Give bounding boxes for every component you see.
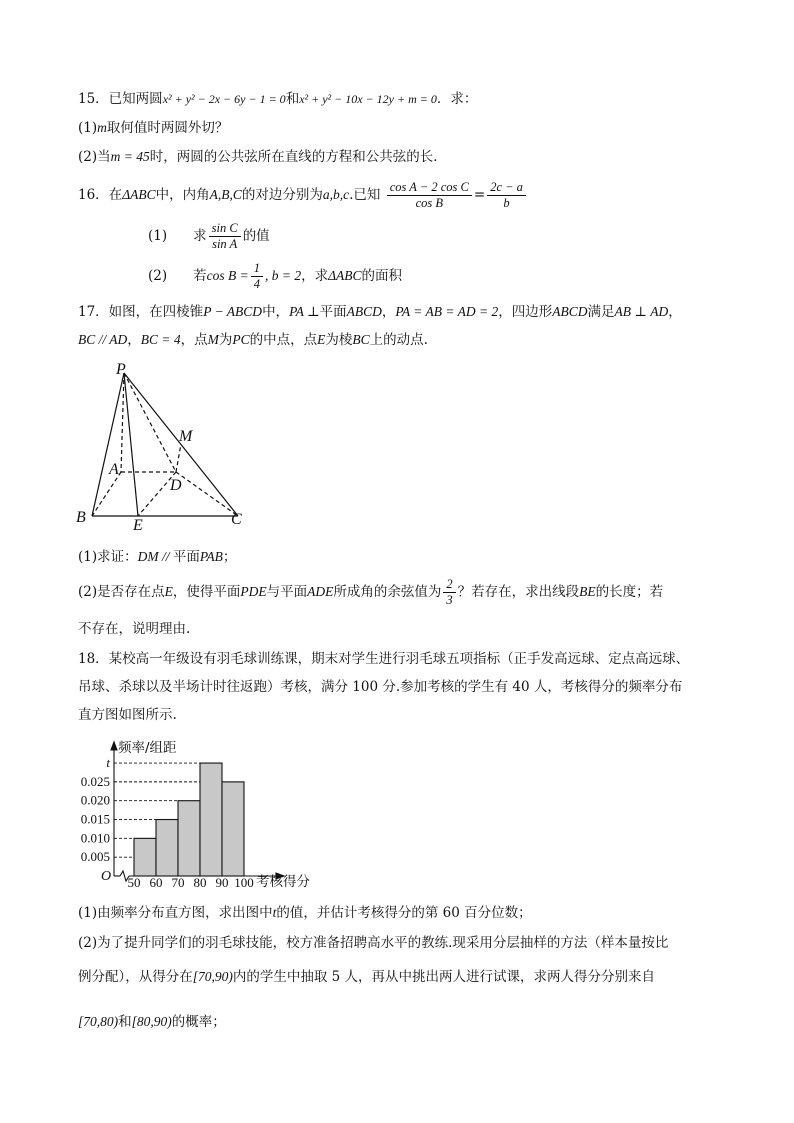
q17-l1b: 中， [262,304,290,320]
q17-l1e: ，四边形 [498,304,553,320]
q16-mid2: 的对边分别为 [241,187,323,203]
q16-part2-cos: cos B = [206,268,249,283]
q17-perp: PA ⊥ [289,304,320,319]
q16-rhs-fraction [487,180,526,211]
q17-part1 [78,548,236,566]
q16-part1-den: sin A [212,237,238,251]
edge-DC [176,472,238,516]
q16-lhs-num: cos A − 2 cos C [387,180,472,196]
q17-p2-line2: 不存在，说明理由. [78,621,191,637]
q17-p2c: 与平面 [266,584,308,600]
x-tick-label: 70 [171,875,185,890]
q16-part1-fraction [209,221,241,252]
q16-triangle: ΔABC [122,187,156,202]
q16-lhs-fraction [387,180,472,211]
q17-l1d: ， [381,304,396,320]
q18-p2l1: (2)为了提升同学们的羽毛球技能，校方准备招聘高水平的教练.现采用分层抽样的方法（样本量按比 [78,935,669,951]
x-axis-label: 考核得分 [256,874,310,890]
q15-part2 [78,148,447,166]
q17-cos-fraction [443,577,455,608]
q18-p1t: t [272,905,277,920]
q17-l1g: ， [668,304,682,320]
x-tick-label: 60 [149,875,163,890]
histogram-chart [70,736,330,892]
q17-e: E [317,332,326,347]
q18-l2: 吊球、杀球以及半场计时往返跑）考核，满分 100 分.参加考核的学生有 40 人，考核得分的频率分布 [78,679,683,695]
q18-p2l2b: 内的学生中抽取 5 人，再从中挑出两人进行试课，求两人得分分别来自 [232,969,656,985]
q16-part2-text-c: 的面积 [361,268,403,284]
q16-sides: a,b,c [322,187,350,202]
q18-p2int3: [80,90) [131,1014,172,1029]
q15-circle1: x² + y² − 2x − 6y − 1 = 0 [162,92,286,106]
q17-l2e: 的中点，点 [249,332,318,348]
q17-l2d: 为 [218,332,233,348]
label-A: A [109,461,119,478]
histogram-bar [200,763,222,876]
q15-suffix: ．求： [436,91,478,107]
q16-part2-den: 4 [253,277,260,291]
label-M: M [179,428,193,445]
label-B: B [76,509,86,526]
y-tick-label: 0.010 [80,830,110,846]
q15-circle2: x² + y² − 10x − 12y + m = 0 [299,92,437,106]
q17-l2g: 上的动点. [369,332,428,348]
y-tick-label: 0.025 [80,773,110,789]
q15-part1 [78,119,228,137]
q18-p2int1: [70,90) [192,969,233,984]
q16-part2-label: (2) [148,268,168,284]
q16-known: .已知 [349,187,381,203]
q17-bc: BC = 4 [140,332,181,347]
q17-part2 [78,574,663,610]
q17-plane: ABCD [346,304,382,319]
q15-and: 和 [285,91,300,107]
y-axis-arrow [111,742,117,750]
q16-stem [78,177,528,213]
q16-part2-text-a: 若 [193,268,207,284]
q17-bc2: BC [352,332,370,347]
q18-l3: 直方图如图所示. [78,707,177,723]
q18-line1 [78,650,689,668]
histogram-bar [178,801,200,876]
q17-p2num: 2 [443,577,455,593]
x-tick-label: 100 [234,875,254,890]
q17-eqs: PA = AB = AD = 2 [395,304,499,319]
q16-part1-text-b: 的值 [242,228,270,244]
q17-m: M [207,332,219,347]
edge-DM [176,444,181,472]
q17-p1a: (1)求证： [78,549,138,565]
q18-p1a: (1)由频率分布直方图，求出图中 [78,905,273,921]
q17-quad: ABCD [552,304,588,319]
label-P: P [116,361,126,378]
q15-part2-text: 时，两圆的公共弦所在直线的方程和公共弦的长． [149,149,447,165]
q17-l2a: BC // AD [78,332,128,347]
q17-p2pde: PDE [240,584,267,599]
q17-part2-line2 [78,620,190,638]
q18-part2-line1 [78,934,668,952]
q17-l1c: 平面 [319,304,347,320]
q18-part1 [78,904,532,922]
q16-prefix: 16．在 [78,187,123,203]
q18-part2-line3 [78,1013,226,1031]
q17-p1b: 平面 [172,549,200,565]
histogram-bar [156,820,178,876]
q18-p2int2: [70,80) [78,1014,119,1029]
y-tick-label: 0.005 [80,849,110,865]
q17-p2den: 3 [446,593,453,607]
q18-l1: 18．某校高一年级设有羽毛球训练课，期末对学生进行羽毛球五项指标（正手发高远球、定点高远球、 [78,651,690,667]
q18-p2l3b: 的概率； [171,1014,226,1030]
q16-eq: = [473,187,486,203]
q18-line2 [78,678,682,696]
q17-p2b: ，使得平面 [172,584,241,600]
y-tick-label: 0.020 [80,792,110,808]
q16-part1-text-a: 求 [193,228,207,244]
q17-p2a: (2)是否存在点 [78,584,165,600]
q16-part2 [148,258,402,294]
q16-mid: 中，内角 [155,187,210,203]
q16-angles: A,B,C [209,187,242,202]
q18-line3 [78,706,177,724]
histogram-bar [222,782,244,876]
edge-PB [92,373,124,516]
q17-p2e2: ？若存在，求出线段 [457,584,580,600]
y-axis-label: 频率/组距 [118,740,177,756]
q16-part2-text-b: ，求 [301,268,329,284]
q15-prefix: 15．已知两圆 [78,91,163,107]
origin-label: O [101,869,112,884]
q15-part2-cond: m = 45 [110,149,150,164]
q17-line2 [78,331,428,349]
q17-p1dm: DM // [137,549,173,564]
q17-p2e: E [164,584,173,599]
q15-part2-label: (2)当 [78,149,111,165]
q16-part1-num: sin C [209,221,241,237]
q17-p1c: ； [222,549,237,565]
edge-PA [121,373,124,472]
q15-part1-var: m [97,120,107,135]
y-tick-label: t [106,755,110,771]
label-D: D [170,477,182,494]
q15-stem [78,90,477,108]
q16-part2-fraction [251,261,263,292]
q17-l2c: ，点 [180,332,208,348]
q17-pc: PC [232,332,250,347]
q17-l2b: ， [127,332,141,348]
q16-rhs-den: b [503,196,510,210]
q16-part2-tri: ΔABC [328,268,362,283]
q17-l1a: 17．如图，在四棱锥 [78,304,204,320]
q15-part1-text: 取何值时两圆外切？ [106,120,229,136]
x-tick-label: 90 [215,875,229,890]
q15-part1-label: (1) [78,120,98,136]
q17-pyr: P − ABCD [203,304,263,319]
q16-part2-b: , b = 2 [264,268,302,283]
q18-p2and: 和 [118,1014,132,1030]
q17-abad: AB ⊥ AD [614,304,669,319]
q17-p2f: 的长度；若 [595,584,664,600]
label-C: C [231,511,242,528]
q16-rhs-num: 2c − a [487,180,526,196]
q16-lhs-den: cos B [415,196,443,210]
q16-part1 [148,218,270,254]
q17-l1f: 满足 [587,304,615,320]
q17-p2ade: ADE [307,584,334,599]
q16-part2-num: 1 [251,261,263,277]
q18-p2l2a: 例分配），从得分在 [78,969,193,985]
x-tick-label: 50 [127,875,141,890]
q17-line1 [78,303,682,321]
y-tick-label: 0.015 [80,811,110,827]
label-E: E [133,517,143,532]
q17-p2d: 所成角的余弦值为 [333,584,442,600]
histogram-bar [134,838,156,876]
q17-l2f: 为棱 [325,332,353,348]
q18-part2-line2 [78,968,655,986]
q16-part1-label: (1) [148,228,168,244]
q17-p2be: BE [579,584,596,599]
q18-p1b: 的值，并估计考核得分的第 60 百分位数； [276,905,532,921]
x-tick-label: 80 [193,875,207,890]
q17-p1pab: PAB [199,549,223,564]
pyramid-figure [74,360,254,532]
